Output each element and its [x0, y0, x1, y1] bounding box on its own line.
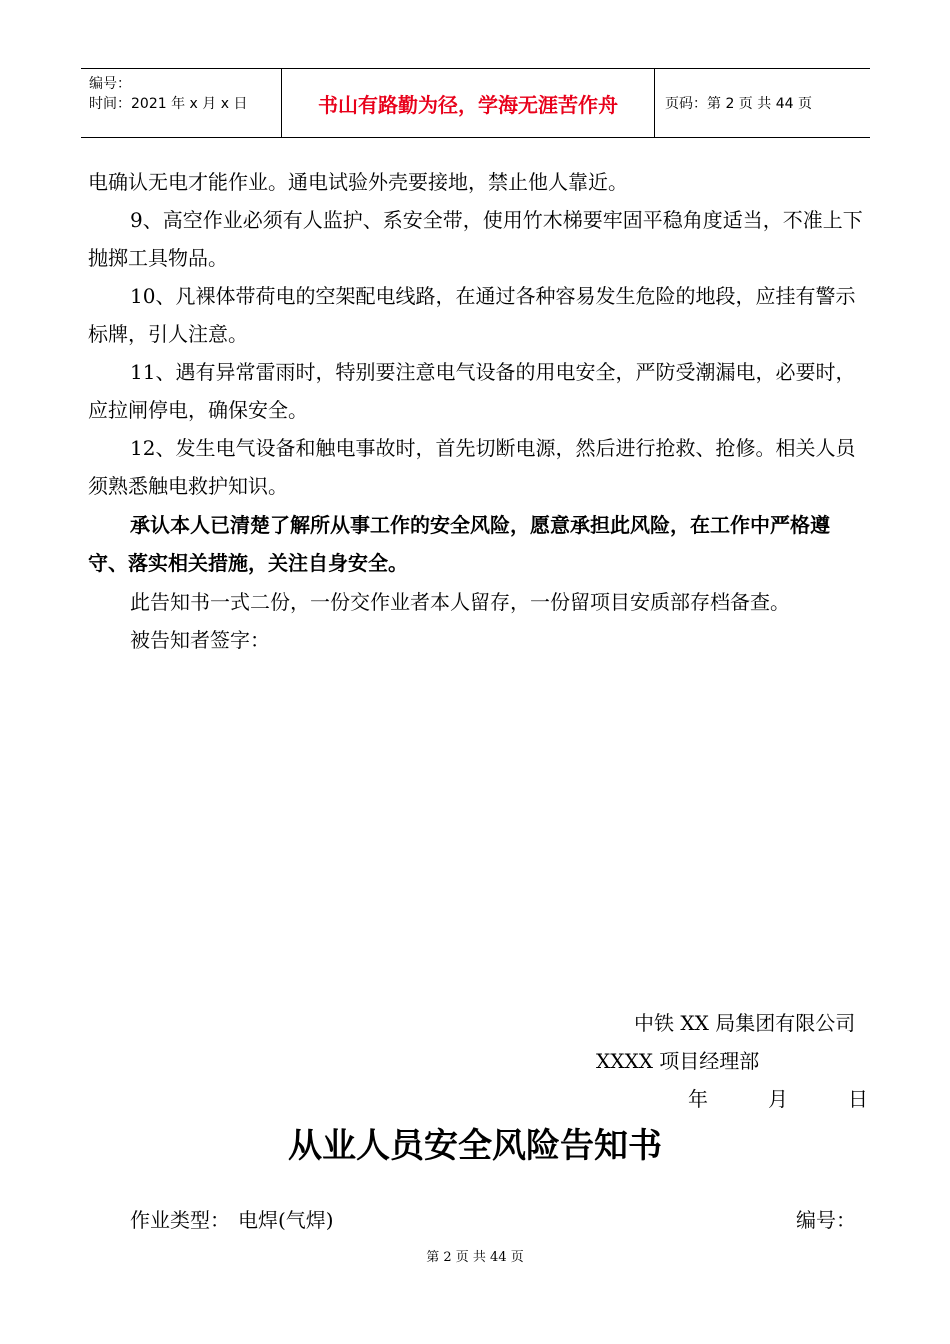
header-motto: 书山有路勤为径，学海无涯苦作舟 [282, 69, 655, 137]
sign-date: 年 月 日 [688, 1087, 868, 1111]
paragraph-item-10: 10、凡裸体带荷电的空架配电线路，在通过各种容易发生危险的地段，应挂有警示标牌，引人注意。 [88, 284, 856, 346]
signature-prompt: 被告知者签字： [130, 628, 270, 652]
header-time: 时间：2021 年 x 月 x 日 [89, 96, 248, 112]
paragraph-item-11: 11、遇有异常雷雨时，特别要注意电气设备的用电安全，严防受潮漏电，必要时，应拉闸停电，确保安全。 [88, 360, 856, 422]
page-footer: 第 2 页 共 44 页 [426, 1250, 524, 1265]
work-type-value: 电焊(气焊) [238, 1208, 334, 1232]
paragraph-copies: 此告知书一式二份，一份交作业者本人留存，一份留项目安质部存档备查。 [130, 590, 790, 614]
work-type [130, 1204, 334, 1233]
header-page-info: 页码：第 2 页 共 44 页 [665, 96, 812, 112]
page-header [81, 68, 870, 138]
paragraph-item-12: 12、发生电气设备和触电事故时，首先切断电源，然后进行抢救、抢修。相关人员须熟悉触电救护知识。 [88, 436, 856, 498]
department-name: XXXX 项目经理部 [596, 1049, 760, 1073]
paragraph-item-9: 9、高空作业必须有人监护、系安全带，使用竹木梯要牢固平稳角度适当，不准上下抛掷工具物品。 [88, 208, 863, 270]
company-name: 中铁 XX 局集团有限公司 [634, 1011, 856, 1035]
paragraph-continuation: 电确认无电才能作业。通电试验外壳要接地，禁止他人靠近。 [88, 170, 628, 194]
paragraph-acknowledgement: 承认本人已清楚了解所从事工作的安全风险，愿意承担此风险，在工作中严格遵守、落实相关措施，关注自身安全。 [88, 513, 830, 575]
serial-number-label: 编号： [796, 1208, 856, 1232]
work-type-label: 作业类型： [130, 1208, 230, 1232]
header-serial-label: 编号： [89, 76, 131, 92]
document-title: 从业人员安全风险告知书 [288, 1126, 662, 1166]
header-info-cell [81, 69, 282, 137]
